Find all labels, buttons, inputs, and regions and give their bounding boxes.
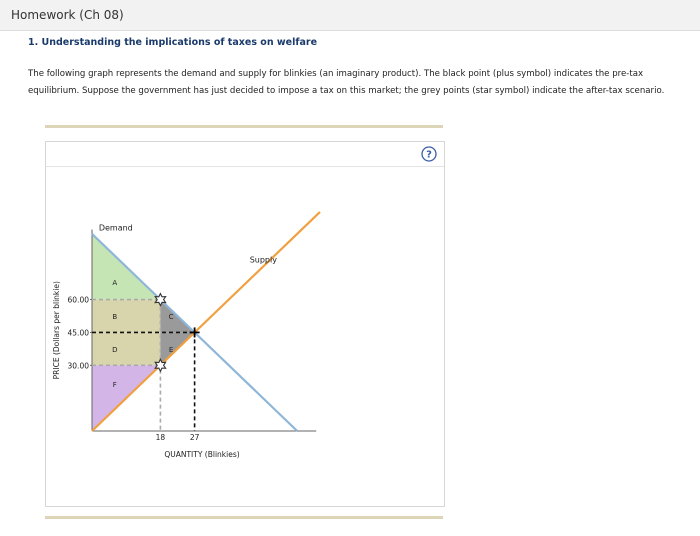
area-label-e: E — [168, 345, 174, 354]
graph-panel — [45, 141, 445, 507]
area-label-a: A — [112, 279, 118, 288]
y-tick-label: 60.00 — [67, 295, 89, 305]
question-title: 1. Understanding the implications of taxes on welfare — [28, 37, 318, 48]
demand-label: Demand — [98, 223, 133, 233]
x-axis-title: QUANTITY (Blinkies) — [164, 450, 240, 459]
area-label-b: B — [112, 313, 118, 321]
homework-title: Homework (Ch 08) — [11, 8, 124, 22]
area-b — [92, 300, 160, 333]
x-tick-label: 27 — [189, 433, 200, 442]
x-tick-label: 18 — [155, 433, 166, 442]
question-intro: The following graph represents the demand and supply for blinkies (an imaginary product). The black point (plus symbol) indicates the pre-tax equilibrium. Suppose the government has just decided to impose a tax on this market; the grey points (star symbol) indicate the after-tax scenario. — [28, 69, 665, 96]
supply-label: Supply — [249, 255, 277, 265]
y-tick-label: 45.00 — [67, 328, 89, 338]
bottom-divider — [45, 516, 443, 519]
top-divider — [45, 125, 443, 128]
area-label-f: F — [112, 380, 117, 389]
area-d — [92, 332, 160, 365]
supply-demand-chart — [46, 142, 444, 506]
y-axis-title: PRICE (Dollars per blinkie) — [52, 281, 61, 380]
page-header — [0, 0, 700, 31]
help-icon-label: ? — [426, 149, 432, 161]
y-tick-label: 30.00 — [67, 361, 89, 371]
area-label-d: D — [112, 345, 118, 354]
area-label-c: C — [168, 313, 174, 321]
